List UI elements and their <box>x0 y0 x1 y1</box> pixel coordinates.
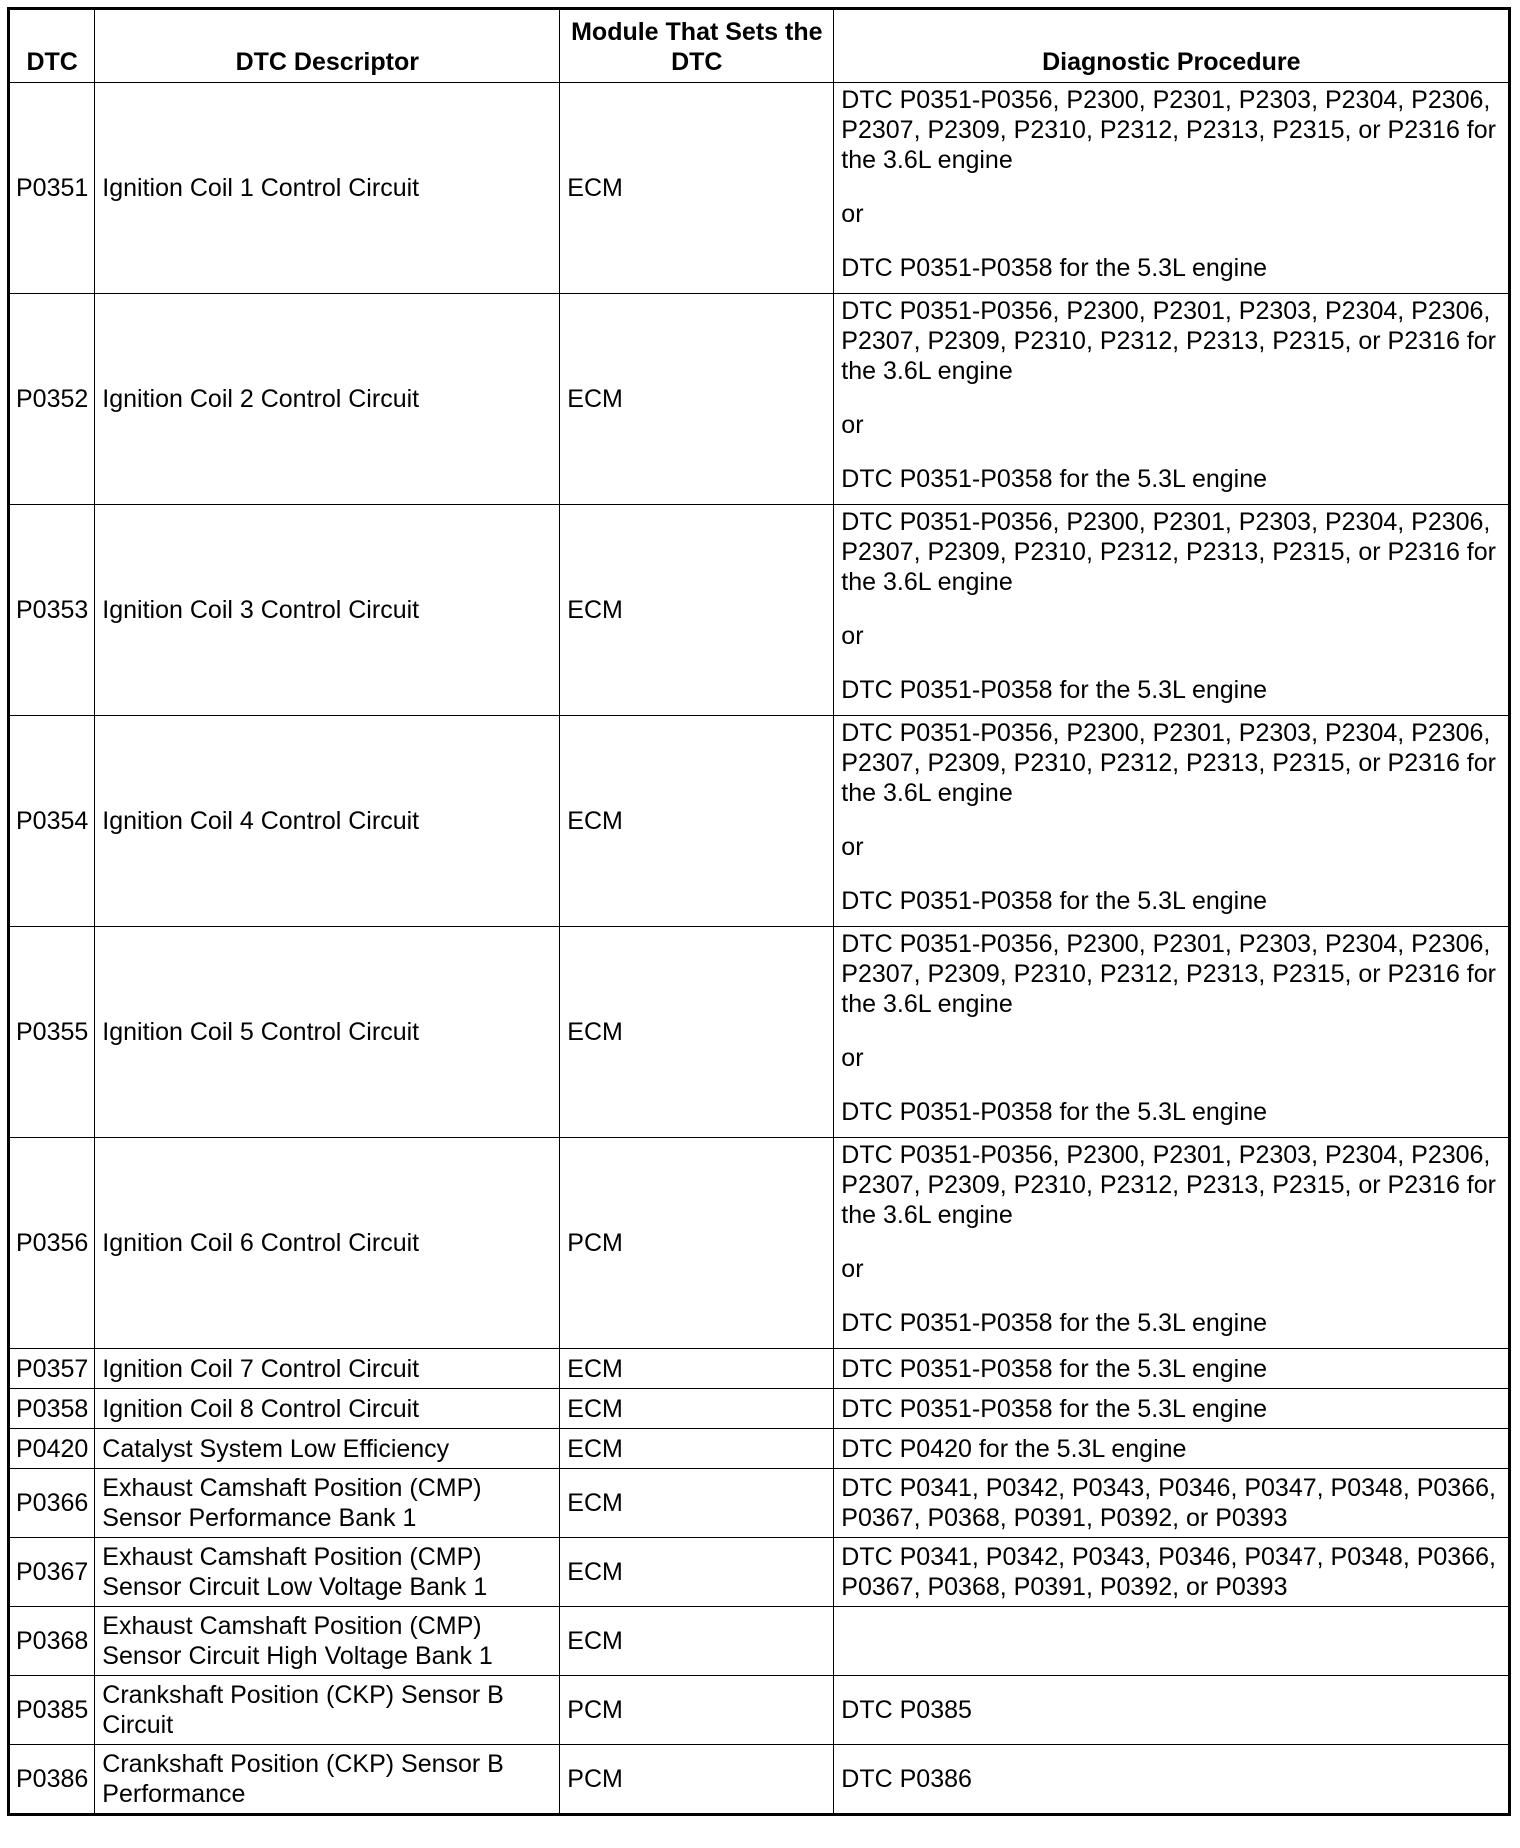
dtc-descriptor: Exhaust Camshaft Position (CMP) Sensor Circuit High Voltage Bank 1 <box>95 1607 560 1676</box>
diagnostic-procedure: DTC P0351-P0358 for the 5.3L engine <box>834 1389 1510 1429</box>
procedure-or: or <box>841 1255 864 1283</box>
diagnostic-procedure <box>834 1138 1510 1349</box>
header-dtc: DTC <box>9 9 95 83</box>
dtc-code: P0352 <box>9 294 95 505</box>
dtc-code: P0357 <box>9 1349 95 1389</box>
diagnostic-procedure <box>834 716 1510 927</box>
dtc-table-container <box>7 7 1511 1816</box>
table-row <box>9 1745 1510 1815</box>
dtc-descriptor: Ignition Coil 5 Control Circuit <box>95 927 560 1138</box>
dtc-descriptor: Ignition Coil 8 Control Circuit <box>95 1389 560 1429</box>
table-row <box>9 1429 1510 1469</box>
dtc-code: P0420 <box>9 1429 95 1469</box>
diagnostic-procedure: DTC P0385 <box>834 1676 1510 1745</box>
dtc-code: P0385 <box>9 1676 95 1745</box>
procedure-text-5-3l: DTC P0351-P0358 for the 5.3L engine <box>841 1098 1268 1126</box>
dtc-table <box>7 7 1511 1816</box>
dtc-code: P0366 <box>9 1469 95 1538</box>
table-row <box>9 1676 1510 1745</box>
dtc-descriptor: Crankshaft Position (CKP) Sensor B Performance <box>95 1745 560 1815</box>
procedure-text-5-3l: DTC P0351-P0358 for the 5.3L engine <box>841 1309 1268 1337</box>
header-descriptor: DTC Descriptor <box>95 9 560 83</box>
diagnostic-procedure: DTC P0386 <box>834 1745 1510 1815</box>
diagnostic-procedure: DTC P0341, P0342, P0343, P0346, P0347, P0348, P0366, P0367, P0368, P0391, P0392, or P0393 <box>834 1469 1510 1538</box>
diagnostic-procedure: DTC P0351-P0358 for the 5.3L engine <box>834 1349 1510 1389</box>
table-row <box>9 505 1510 716</box>
dtc-descriptor: Ignition Coil 7 Control Circuit <box>95 1349 560 1389</box>
diagnostic-procedure <box>834 505 1510 716</box>
dtc-code: P0351 <box>9 83 95 294</box>
dtc-code: P0386 <box>9 1745 95 1815</box>
procedure-text-3-6l: DTC P0351-P0356, P2300, P2301, P2303, P2304, P2306, P2307, P2309, P2310, P2312, P2313, P2315, or P2316 for the 3.6L engine <box>841 86 1496 174</box>
procedure-or: or <box>841 200 864 228</box>
procedure-text-5-3l: DTC P0351-P0358 for the 5.3L engine <box>841 676 1268 704</box>
header-procedure: Diagnostic Procedure <box>834 9 1510 83</box>
procedure-text-3-6l: DTC P0351-P0356, P2300, P2301, P2303, P2304, P2306, P2307, P2309, P2310, P2312, P2313, P2315, or P2316 for the 3.6L engine <box>841 297 1496 385</box>
dtc-module: ECM <box>560 294 834 505</box>
procedure-or: or <box>841 411 864 439</box>
header-module: Module That Sets the DTC <box>560 9 834 83</box>
dtc-module: PCM <box>560 1676 834 1745</box>
dtc-descriptor: Catalyst System Low Efficiency <box>95 1429 560 1469</box>
table-row <box>9 1349 1510 1389</box>
dtc-code: P0355 <box>9 927 95 1138</box>
procedure-or: or <box>841 1044 864 1072</box>
dtc-descriptor: Ignition Coil 3 Control Circuit <box>95 505 560 716</box>
dtc-module: ECM <box>560 1469 834 1538</box>
dtc-descriptor: Ignition Coil 1 Control Circuit <box>95 83 560 294</box>
procedure-text-5-3l: DTC P0351-P0358 for the 5.3L engine <box>841 887 1268 915</box>
dtc-module: ECM <box>560 1429 834 1469</box>
table-row <box>9 1538 1510 1607</box>
procedure-or: or <box>841 833 864 861</box>
diagnostic-procedure <box>834 927 1510 1138</box>
procedure-or: or <box>841 622 864 650</box>
dtc-descriptor: Ignition Coil 4 Control Circuit <box>95 716 560 927</box>
dtc-module: PCM <box>560 1138 834 1349</box>
diagnostic-procedure: DTC P0341, P0342, P0343, P0346, P0347, P0348, P0366, P0367, P0368, P0391, P0392, or P0393 <box>834 1538 1510 1607</box>
dtc-descriptor: Crankshaft Position (CKP) Sensor B Circuit <box>95 1676 560 1745</box>
dtc-code: P0356 <box>9 1138 95 1349</box>
procedure-text-3-6l: DTC P0351-P0356, P2300, P2301, P2303, P2304, P2306, P2307, P2309, P2310, P2312, P2313, P2315, or P2316 for the 3.6L engine <box>841 930 1496 1018</box>
diagnostic-procedure: DTC P0420 for the 5.3L engine <box>834 1429 1510 1469</box>
table-row <box>9 83 1510 294</box>
dtc-descriptor: Ignition Coil 6 Control Circuit <box>95 1138 560 1349</box>
table-row <box>9 1469 1510 1538</box>
dtc-code: P0368 <box>9 1607 95 1676</box>
dtc-descriptor: Exhaust Camshaft Position (CMP) Sensor Performance Bank 1 <box>95 1469 560 1538</box>
table-row <box>9 716 1510 927</box>
dtc-module: ECM <box>560 83 834 294</box>
dtc-module: ECM <box>560 1389 834 1429</box>
table-header-row <box>9 9 1510 83</box>
table-row <box>9 294 1510 505</box>
dtc-module: ECM <box>560 505 834 716</box>
dtc-code: P0358 <box>9 1389 95 1429</box>
dtc-code: P0367 <box>9 1538 95 1607</box>
dtc-descriptor: Ignition Coil 2 Control Circuit <box>95 294 560 505</box>
dtc-descriptor: Exhaust Camshaft Position (CMP) Sensor Circuit Low Voltage Bank 1 <box>95 1538 560 1607</box>
dtc-code: P0354 <box>9 716 95 927</box>
procedure-text-3-6l: DTC P0351-P0356, P2300, P2301, P2303, P2304, P2306, P2307, P2309, P2310, P2312, P2313, P2315, or P2316 for the 3.6L engine <box>841 719 1496 807</box>
table-row <box>9 1138 1510 1349</box>
procedure-text-3-6l: DTC P0351-P0356, P2300, P2301, P2303, P2304, P2306, P2307, P2309, P2310, P2312, P2313, P2315, or P2316 for the 3.6L engine <box>841 1141 1496 1229</box>
table-row <box>9 1607 1510 1676</box>
dtc-code: P0353 <box>9 505 95 716</box>
diagnostic-procedure <box>834 83 1510 294</box>
dtc-module: ECM <box>560 716 834 927</box>
table-row <box>9 927 1510 1138</box>
diagnostic-procedure <box>834 1607 1510 1676</box>
dtc-module: ECM <box>560 927 834 1138</box>
procedure-text-3-6l: DTC P0351-P0356, P2300, P2301, P2303, P2304, P2306, P2307, P2309, P2310, P2312, P2313, P2315, or P2316 for the 3.6L engine <box>841 508 1496 596</box>
dtc-module: PCM <box>560 1745 834 1815</box>
diagnostic-procedure <box>834 294 1510 505</box>
dtc-module: ECM <box>560 1349 834 1389</box>
procedure-text-5-3l: DTC P0351-P0358 for the 5.3L engine <box>841 254 1268 282</box>
dtc-module: ECM <box>560 1538 834 1607</box>
dtc-module: ECM <box>560 1607 834 1676</box>
procedure-text-5-3l: DTC P0351-P0358 for the 5.3L engine <box>841 465 1268 493</box>
table-row <box>9 1389 1510 1429</box>
